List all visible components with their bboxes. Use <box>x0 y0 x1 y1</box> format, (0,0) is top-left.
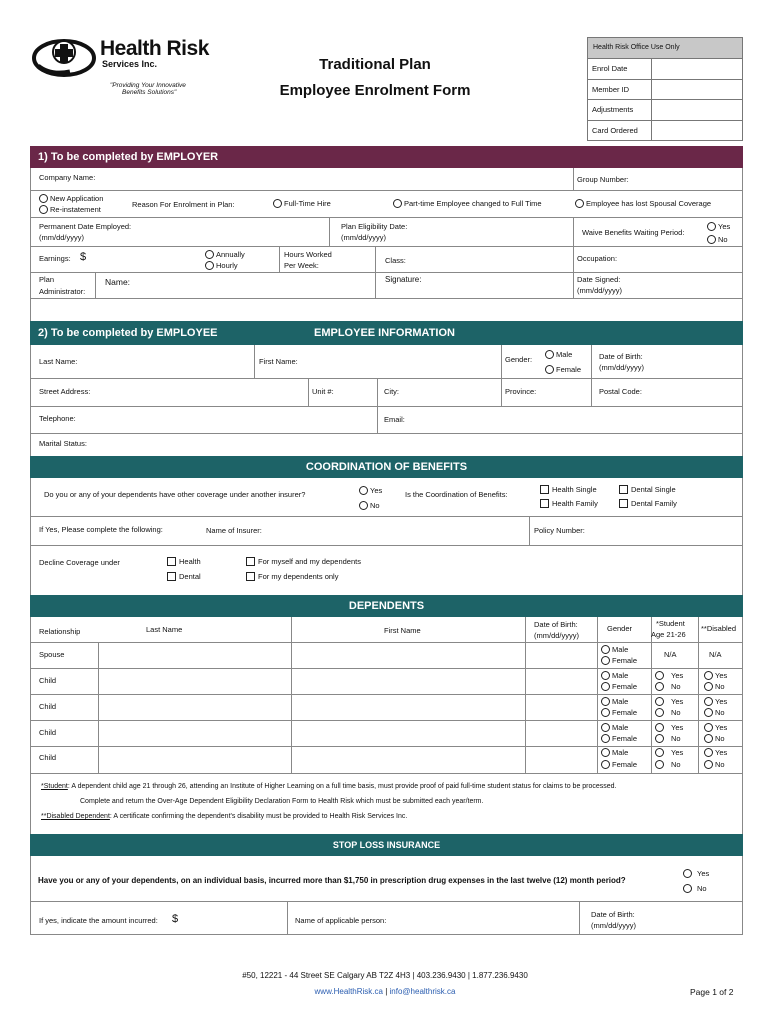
province-label: Province: <box>505 387 537 396</box>
policy-number-label: Policy Number: <box>534 526 585 535</box>
radio-icon <box>393 199 402 208</box>
cob-yes-option[interactable]: Yes <box>359 486 382 496</box>
row-student-yes[interactable]: Yes <box>655 671 683 681</box>
row-student-no[interactable]: No <box>655 734 681 744</box>
last-name-label: Last Name: <box>39 357 78 366</box>
card-ordered-field[interactable] <box>652 121 742 141</box>
row-student-yes[interactable]: Yes <box>655 723 683 733</box>
row-student-yes[interactable]: Yes <box>655 748 683 758</box>
health-single-option[interactable]: Health Single <box>540 485 597 495</box>
col-relationship: Relationship <box>39 627 81 636</box>
stoploss-heading: STOP LOSS INSURANCE <box>30 834 743 856</box>
logo-tagline-2: Benefits Solutions" <box>122 89 177 96</box>
checkbox-icon <box>167 572 176 581</box>
employer-section <box>30 168 743 321</box>
class-label: Class: <box>385 256 406 265</box>
radio-icon <box>683 869 692 878</box>
member-id-field[interactable] <box>652 80 742 100</box>
marital-label: Marital Status: <box>39 439 87 448</box>
radio-icon <box>39 205 48 214</box>
plan-elig-format: (mm/dd/yyyy) <box>341 233 386 242</box>
row-disabled-yes[interactable]: Yes <box>704 671 727 681</box>
logo-sub: Services Inc. <box>102 59 158 69</box>
new-application-option[interactable]: New Application <box>39 194 103 204</box>
group-number-label: Group Number: <box>577 175 629 184</box>
row-female-option[interactable]: Female <box>601 682 637 692</box>
form-title-line1: Traditional Plan <box>319 56 431 73</box>
plan-elig-label: Plan Eligibility Date: <box>341 222 408 231</box>
if-yes-label: If Yes, Please complete the following: <box>39 525 163 534</box>
row-student-no[interactable]: No <box>655 760 681 770</box>
radio-icon <box>601 760 610 769</box>
plan-admin-label: Plan <box>39 275 55 284</box>
dob-format: (mm/dd/yyyy) <box>599 363 644 372</box>
row-disabled-na: N/A <box>709 650 722 659</box>
reinstatement-option[interactable]: Re-instatement <box>39 205 101 215</box>
col-disabled: **Disabled <box>701 624 737 633</box>
radio-icon <box>601 708 610 717</box>
waive-period-label: Waive Benefits Waiting Period: <box>582 228 685 237</box>
form-title-line2: Employee Enrolment Form <box>279 82 471 99</box>
radio-icon <box>655 734 664 743</box>
row-disabled-yes[interactable]: Yes <box>704 697 727 707</box>
radio-icon <box>545 350 554 359</box>
student-note-2: Complete and return the Over-Age Dependent Eligibility Declaration Form to Health Risk which must be submitted each year/term. <box>80 798 484 805</box>
radio-icon <box>704 760 713 769</box>
row-male-option[interactable]: Male <box>601 671 628 681</box>
checkbox-icon <box>167 557 176 566</box>
gender-male-option[interactable]: Male <box>545 350 572 360</box>
dob-label: Date of Birth: <box>599 352 643 361</box>
checkbox-icon <box>540 499 549 508</box>
row-relationship: Child <box>39 753 57 762</box>
amount-label: If yes, indicate the amount incurred: <box>39 916 158 925</box>
radio-icon <box>707 235 716 244</box>
col-gender: Gender <box>607 624 633 633</box>
office-row: Member ID <box>588 79 742 100</box>
perm-date-label: Permanent Date Employed: <box>39 222 132 231</box>
radio-icon <box>601 734 610 743</box>
dependents-table <box>30 617 743 774</box>
checkbox-icon <box>246 557 255 566</box>
date-signed-format: (mm/dd/yyyy) <box>577 286 622 295</box>
radio-icon <box>683 884 692 893</box>
for-myself-option[interactable]: For myself and my dependents <box>246 557 361 567</box>
website-link[interactable]: www.HealthRisk.ca <box>314 987 383 996</box>
row-female-option[interactable]: Female <box>601 656 637 666</box>
radio-icon <box>655 723 664 732</box>
logo-swoosh-icon <box>30 32 100 82</box>
gender-label: Gender: <box>505 355 533 364</box>
radio-icon <box>205 261 214 270</box>
radio-icon <box>545 365 554 374</box>
stoploss-dob-format: (mm/dd/yyyy) <box>591 921 636 930</box>
checkbox-icon <box>246 572 255 581</box>
stoploss-dob-label: Date of Birth: <box>591 910 635 919</box>
waive-no-option[interactable]: No <box>707 235 728 245</box>
col-student-age: Age 21-26 <box>651 630 686 639</box>
radio-icon <box>601 656 610 665</box>
radio-icon <box>601 748 610 757</box>
row-male-option[interactable]: Male <box>601 723 628 733</box>
employee-section-heading: 2) To be completed by EMPLOYEE EMPLOYEE INFORMATION <box>30 321 743 345</box>
first-name-label: First Name: <box>259 357 298 366</box>
dental-family-option[interactable]: Dental Family <box>619 499 677 509</box>
unit-label: Unit #: <box>312 387 334 396</box>
date-signed-label: Date Signed: <box>577 275 621 284</box>
earnings-label: Earnings: <box>39 254 71 263</box>
row-disabled-yes[interactable]: Yes <box>704 748 727 758</box>
lost-spousal-option[interactable]: Employee has lost Spousal Coverage <box>575 199 711 209</box>
radio-icon <box>707 222 716 231</box>
footer-contact: www.HealthRisk.ca | info@healthrisk.ca <box>314 987 456 996</box>
office-row: Adjustments <box>588 99 742 120</box>
stoploss-yes-option[interactable]: Yes <box>683 869 709 879</box>
cob-section <box>30 478 743 595</box>
col-first-name: First Name <box>384 626 421 635</box>
office-use-heading: Health Risk Office Use Only <box>588 38 742 58</box>
employer-section-heading: 1) To be completed by EMPLOYER <box>30 146 743 168</box>
amount-dollar: $ <box>172 913 179 925</box>
stoploss-no-option[interactable]: No <box>683 884 707 894</box>
col-student: *Student <box>656 619 685 628</box>
col-dob: Date of Birth: <box>534 620 578 629</box>
reason-label: Reason For Enrolment in Plan: <box>132 200 235 209</box>
row-disabled-yes[interactable]: Yes <box>704 723 727 733</box>
row-disabled-no[interactable]: No <box>704 760 725 770</box>
radio-icon <box>601 645 610 654</box>
row-disabled-no[interactable]: No <box>704 734 725 744</box>
is-cob-label: Is the Coordination of Benefits: <box>405 490 508 499</box>
radio-icon <box>205 250 214 259</box>
signature-label: Signature: <box>385 275 422 284</box>
cob-question: Do you or any of your dependents have other coverage under another insurer? <box>44 490 306 499</box>
radio-icon <box>704 723 713 732</box>
company-name-label: Company Name: <box>39 173 96 182</box>
part-time-change-option[interactable]: Part-time Employee changed to Full Time <box>393 199 542 209</box>
radio-icon <box>273 199 282 208</box>
radio-icon <box>601 671 610 680</box>
street-label: Street Address: <box>39 387 91 396</box>
postal-label: Postal Code: <box>599 387 642 396</box>
radio-icon <box>575 199 584 208</box>
radio-icon <box>655 760 664 769</box>
perm-date-format: (mm/dd/yyyy) <box>39 233 84 242</box>
row-student-yes[interactable]: Yes <box>655 697 683 707</box>
enrol-date-field[interactable] <box>652 59 742 79</box>
hours-worked-label-2: Per Week: <box>284 261 319 270</box>
decline-dental-option[interactable]: Dental <box>167 572 201 582</box>
disabled-note: **Disabled Dependent: A certificate confirming the dependent's disability must be provided to Health Risk Services Inc. <box>41 813 408 820</box>
waive-yes-option[interactable]: Yes <box>707 222 730 232</box>
health-family-option[interactable]: Health Family <box>540 499 598 509</box>
radio-icon <box>359 486 368 495</box>
name-insurer-label: Name of Insurer: <box>206 526 262 535</box>
checkbox-icon <box>540 485 549 494</box>
telephone-label: Telephone: <box>39 414 76 423</box>
person-label: Name of applicable person: <box>295 916 387 925</box>
col-dob-format: (mm/dd/yyyy) <box>534 631 579 640</box>
radio-icon <box>601 697 610 706</box>
radio-icon <box>655 748 664 757</box>
row-female-option[interactable]: Female <box>601 760 637 770</box>
stoploss-question: Have you or any of your dependents, on an individual basis, incurred more than $1,750 in prescription drug expenses in the last twelve (12) month period? <box>38 876 626 885</box>
decline-health-option[interactable]: Health <box>167 557 201 567</box>
radio-icon <box>704 682 713 691</box>
radio-icon <box>655 697 664 706</box>
row-disabled-no[interactable]: No <box>704 708 725 718</box>
email-link[interactable]: info@healthrisk.ca <box>389 987 456 996</box>
dependents-notes <box>30 774 743 834</box>
student-note: *Student: A dependent child age 21 through 26, attending an Institute of Higher Learning on a full time basis, must provide proof of paid full-time student status for claims to be processed. <box>41 783 617 790</box>
row-relationship: Spouse <box>39 650 65 659</box>
office-row: Card Ordered <box>588 120 742 141</box>
occupation-label: Occupation: <box>577 254 618 263</box>
email-label: Email: <box>384 415 405 424</box>
row-student-no[interactable]: No <box>655 708 681 718</box>
radio-icon <box>704 708 713 717</box>
full-time-hire-option[interactable]: Full-Time Hire <box>273 199 331 209</box>
radio-icon <box>655 671 664 680</box>
office-row: Enrol Date <box>588 58 742 79</box>
row-relationship: Child <box>39 702 57 711</box>
radio-icon <box>704 748 713 757</box>
annually-option[interactable]: Annually <box>205 250 245 260</box>
radio-icon <box>704 697 713 706</box>
radio-icon <box>601 682 610 691</box>
radio-icon <box>359 501 368 510</box>
radio-icon <box>655 682 664 691</box>
radio-icon <box>704 671 713 680</box>
checkbox-icon <box>619 485 628 494</box>
logo-name: Health Risk <box>100 37 209 60</box>
cob-no-option[interactable]: No <box>359 501 380 511</box>
row-male-option[interactable]: Male <box>601 748 628 758</box>
company-logo <box>30 30 220 100</box>
col-last-name: Last Name <box>146 625 183 634</box>
row-female-option[interactable]: Female <box>601 708 637 718</box>
for-dependents-option[interactable]: For my dependents only <box>246 572 338 582</box>
city-label: City: <box>384 387 399 396</box>
gender-female-option[interactable]: Female <box>545 365 581 375</box>
row-female-option[interactable]: Female <box>601 734 637 744</box>
admin-name-label: Name: <box>105 277 131 287</box>
decline-label: Decline Coverage under <box>39 558 120 567</box>
page-number: Page 1 of 2 <box>690 987 734 997</box>
row-relationship: Child <box>39 676 57 685</box>
employee-info-section <box>30 345 743 456</box>
radio-icon <box>704 734 713 743</box>
cob-heading: COORDINATION OF BENEFITS <box>30 456 743 478</box>
row-student-no[interactable]: No <box>655 682 681 692</box>
radio-icon <box>39 194 48 203</box>
row-disabled-no[interactable]: No <box>704 682 725 692</box>
footer-address: #50, 12221 - 44 Street SE Calgary AB T2Z 4H3 | 403.236.9430 | 1.877.236.9430 <box>242 971 528 980</box>
radio-icon <box>601 723 610 732</box>
stoploss-section <box>30 856 743 935</box>
row-male-option[interactable]: Male <box>601 697 628 707</box>
radio-icon <box>655 708 664 717</box>
adjustments-field[interactable] <box>652 100 742 120</box>
row-student-na: N/A <box>664 650 677 659</box>
checkbox-icon <box>619 499 628 508</box>
hours-worked-label: Hours Worked <box>284 250 332 259</box>
earnings-dollar: $ <box>80 251 87 263</box>
logo-tagline-1: "Providing Your Innovative <box>110 82 186 89</box>
dependents-heading: DEPENDENTS <box>30 595 743 617</box>
plan-admin-label-2: Administrator: <box>39 287 86 296</box>
row-male-option[interactable]: Male <box>601 645 628 655</box>
office-use-box <box>587 37 743 141</box>
row-relationship: Child <box>39 728 57 737</box>
hourly-option[interactable]: Hourly <box>205 261 238 271</box>
dental-single-option[interactable]: Dental Single <box>619 485 676 495</box>
